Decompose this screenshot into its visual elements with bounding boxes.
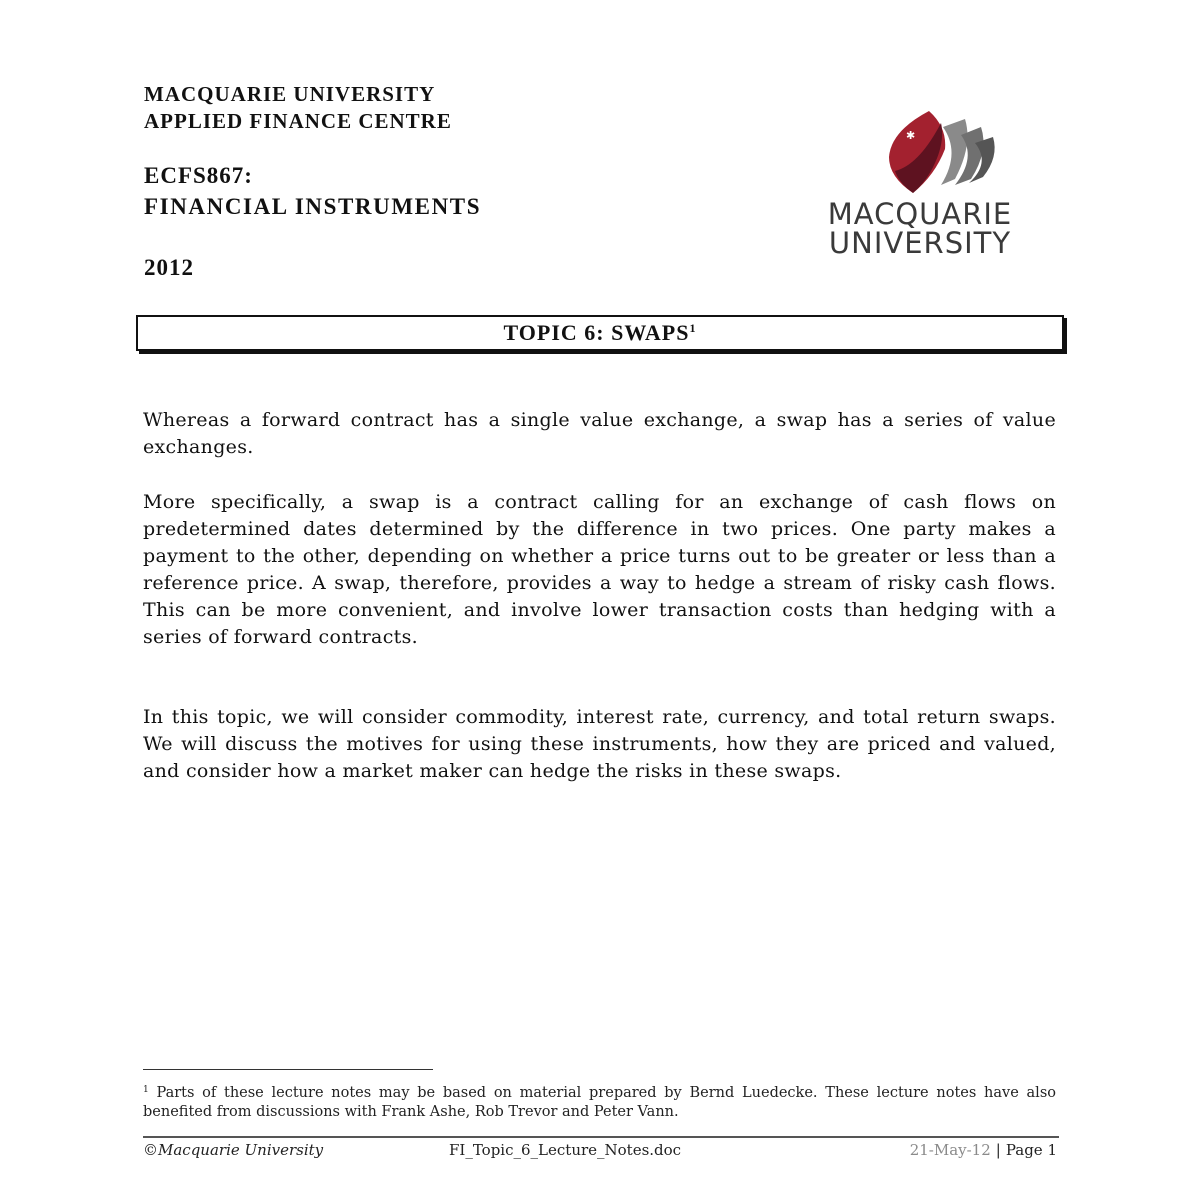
footnote-ref[interactable]: 1: [689, 321, 697, 335]
topic-title-text: TOPIC 6: SWAPS: [503, 320, 690, 345]
footnote-text: Parts of these lecture notes may be based on material prepared by Bernd Luedecke. These lecture notes have also benefited from discussions with Frank Ashe, Rob Trevor and Peter Vann.: [143, 1085, 1056, 1120]
footer-copyright: ©Macquarie University: [143, 1141, 324, 1159]
footer-separator: |: [995, 1141, 1001, 1159]
footer-filename: FI_Topic_6_Lecture_Notes.doc: [449, 1141, 682, 1159]
topic-title-box: [136, 315, 1064, 351]
logo-text-line1: MACQUARIE: [827, 197, 1013, 231]
footnote: [143, 1081, 1056, 1122]
logo-emblem-icon: [795, 105, 1045, 200]
course-year: 2012: [144, 255, 194, 280]
footnote-marker: 1: [143, 1085, 149, 1095]
paragraph-overview: In this topic, we will consider commodity, interest rate, currency, and total return swaps. We will discuss the motives for using these instruments, how they are priced and valued, and consider how a market maker can hedge the risks in these swaps.: [143, 706, 1056, 782]
footer-page-info: [910, 1141, 1057, 1159]
paragraph-definition: More specifically, a swap is a contract calling for an exchange of cash flows on predetermined dates determined by the difference in two prices. One party makes a payment to the other, depending on whether a price turns out to be greater or less than a reference price. A swap, therefore, provides a way to hedge a stream of risky cash flows. This can be more convenient, and involve lower transaction costs than hedging with a series of forward contracts.: [143, 491, 1056, 648]
footer-page-number: Page 1: [1005, 1141, 1057, 1159]
centre-name: APPLIED FINANCE CENTRE: [144, 109, 452, 133]
university-logo: [795, 105, 1045, 260]
footer-date: 21-May-12: [909, 1141, 991, 1159]
footer-rule: [143, 1136, 1059, 1138]
topic-title: [504, 320, 697, 346]
course-name: FINANCIAL INSTRUMENTS: [144, 194, 482, 219]
institution-name: MACQUARIE UNIVERSITY: [144, 82, 436, 106]
page-footer: [143, 1141, 1057, 1161]
footnote-separator: [143, 1069, 433, 1070]
logo-text-line2: UNIVERSITY: [828, 226, 1012, 260]
course-code: ECFS867:: [144, 163, 253, 188]
svg-text:✱: ✱: [906, 129, 916, 142]
paragraph-intro: Whereas a forward contract has a single value exchange, a swap has a series of value exchanges.: [143, 409, 1056, 458]
